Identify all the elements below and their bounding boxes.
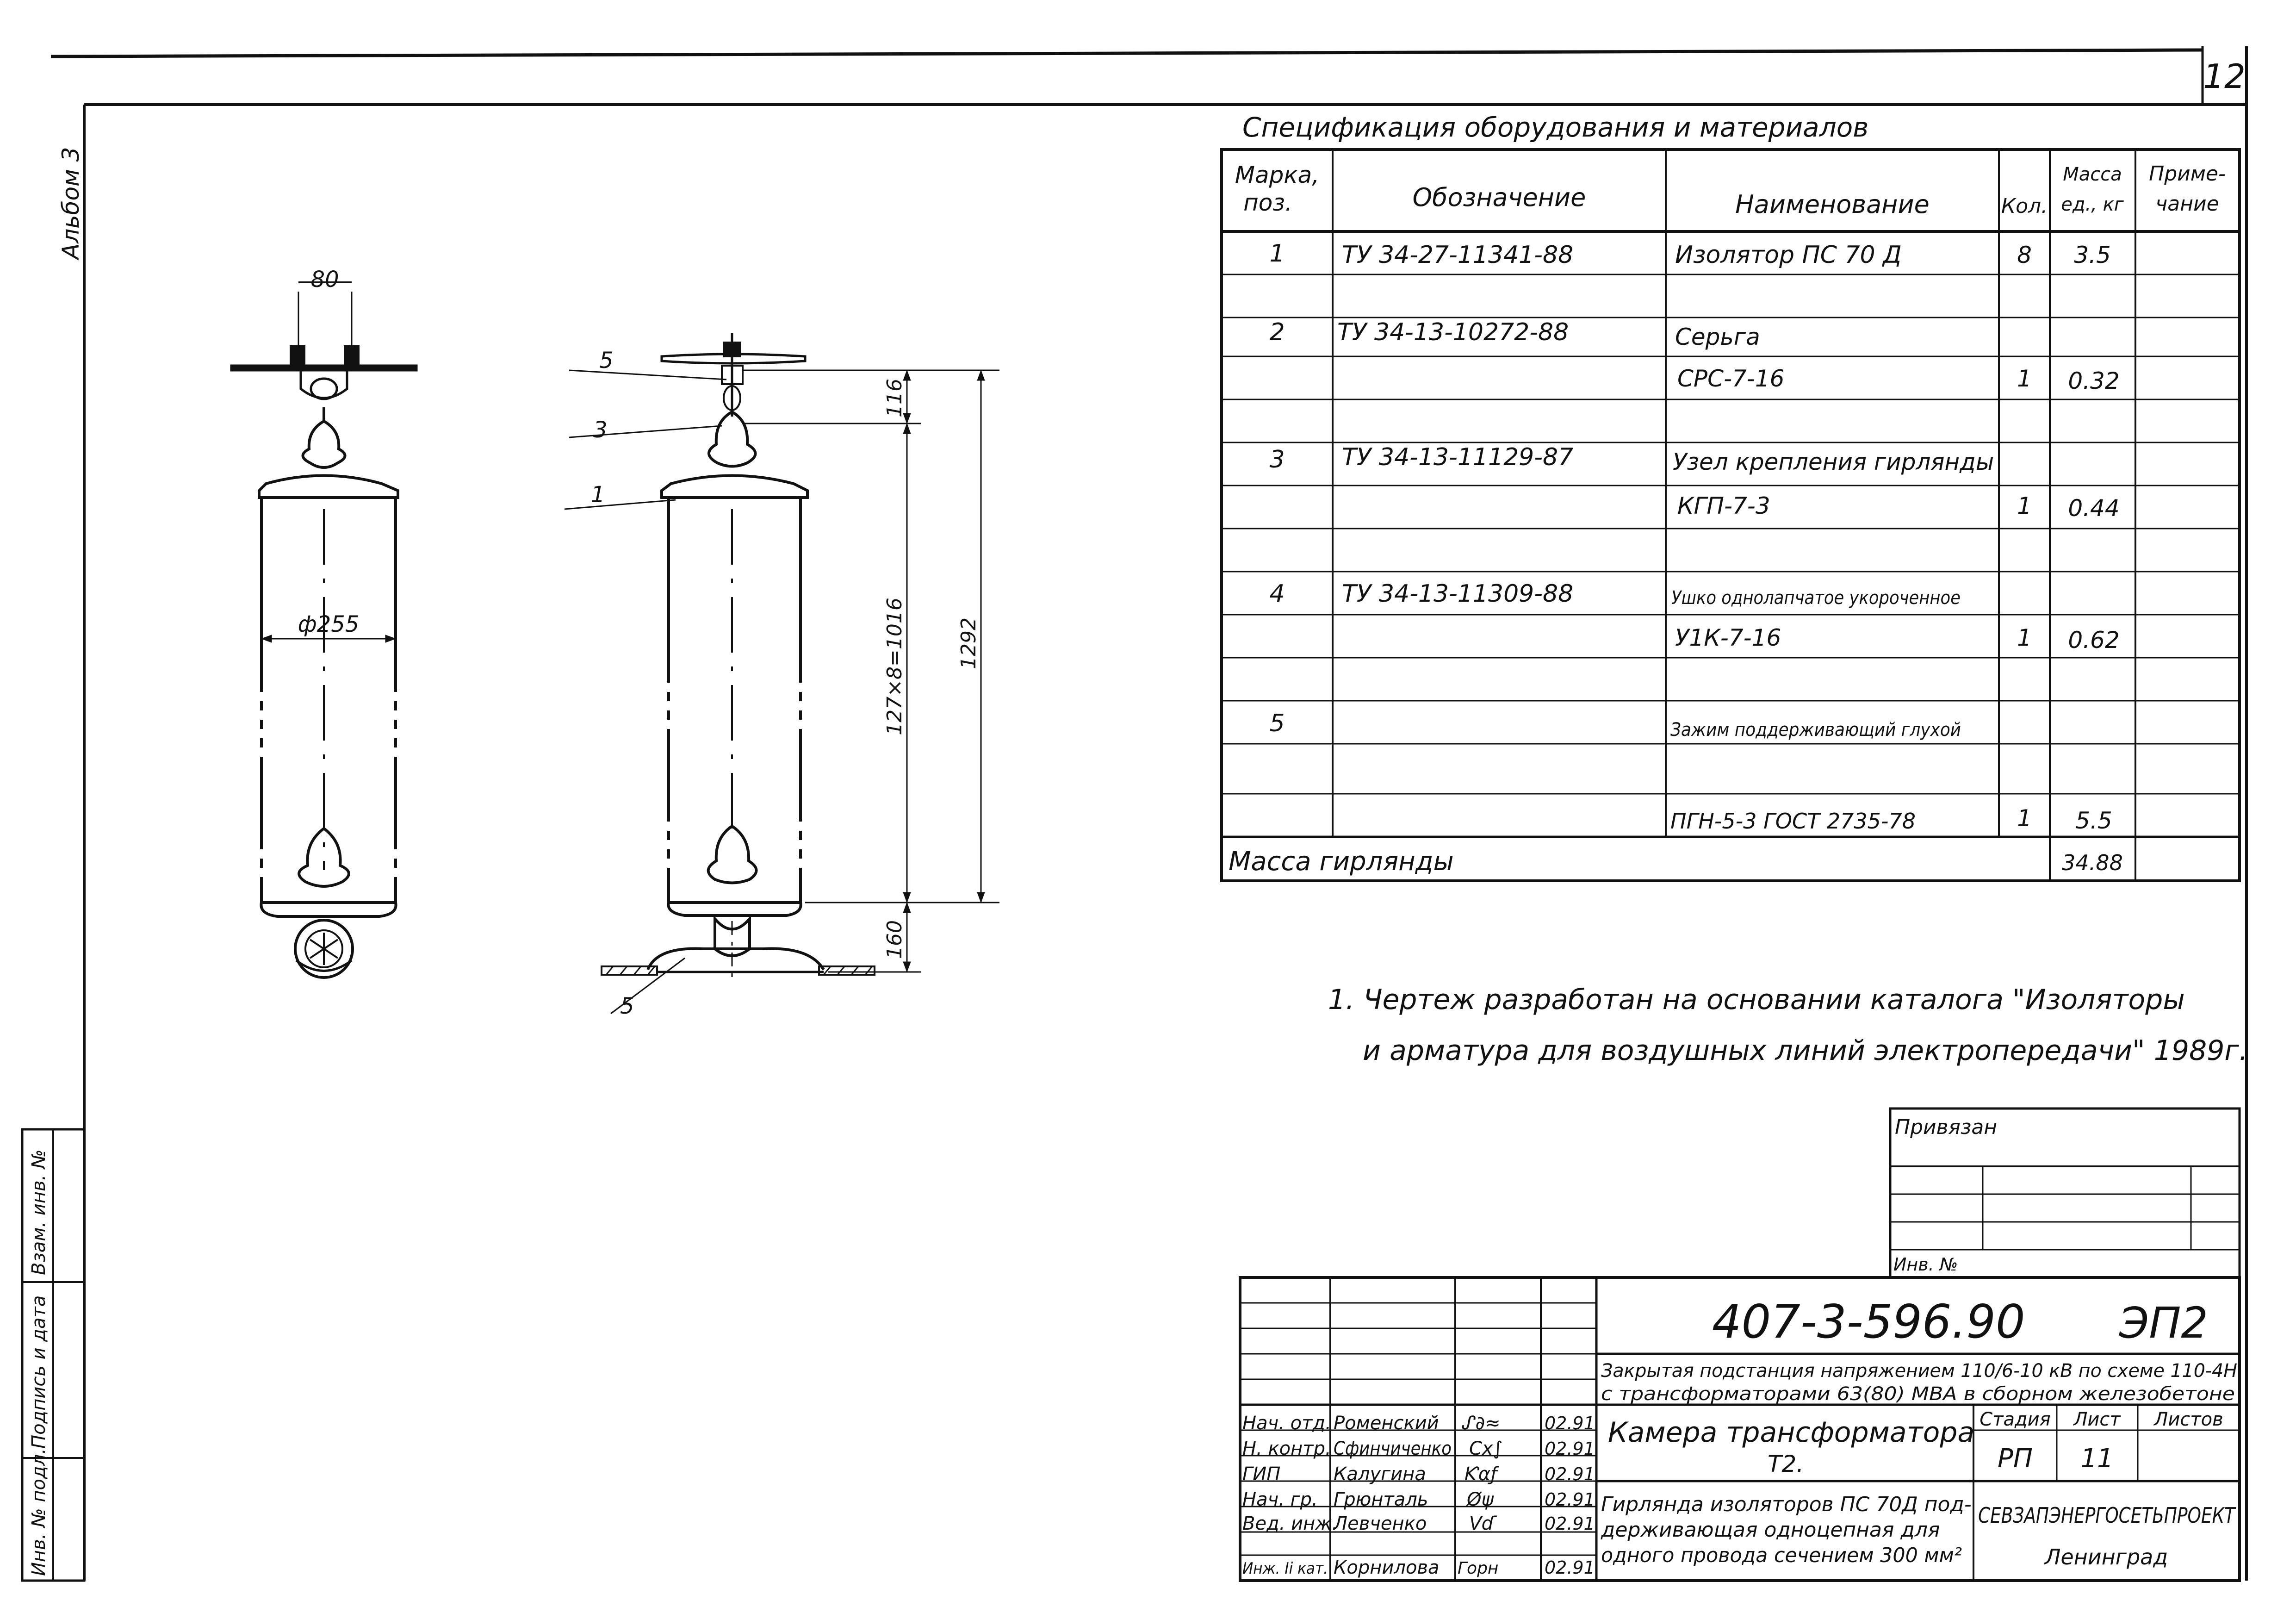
- callout-1: 1: [591, 482, 605, 508]
- staff-date: 02.91: [1545, 1439, 1595, 1459]
- row-1-mass: 3.5: [2074, 242, 2111, 268]
- note-line-2: и арматура для воздушных линий электропередачи" 1989г.: [1363, 1034, 2248, 1067]
- garland-side-view: [565, 333, 999, 1014]
- hdr-mass-2: ед., кг: [2061, 194, 2124, 215]
- staff-date: 02.91: [1545, 1557, 1595, 1578]
- side-sign-date: Подпись и дата: [28, 1295, 50, 1449]
- project-line-2: с трансформаторами 63(80) МВА в сборном железобетоне: [1601, 1383, 2235, 1405]
- staff-signature: Vɗ: [1469, 1513, 1496, 1534]
- hdr-note-1: Приме-: [2149, 162, 2226, 186]
- spec-title: Спецификация оборудования и материалов: [1242, 112, 1869, 143]
- row-3b-mass: 0.44: [2068, 495, 2120, 522]
- staff-role: Нач. гр.: [1242, 1489, 1318, 1510]
- staff-role: Вед. инж.: [1242, 1513, 1338, 1534]
- staff-date: 02.91: [1545, 1464, 1595, 1484]
- row-4-mark: 4: [1269, 580, 1285, 608]
- project-line-1: Закрытая подстанция напряжением 110/6-10 кВ по схеме 110-4Н: [1601, 1360, 2237, 1382]
- sheet-number: 12: [2203, 57, 2246, 96]
- hdr-mass-1: Масса: [2063, 164, 2122, 185]
- row-3-designation: ТУ 34-13-11129-87: [1342, 443, 1574, 471]
- table-row: [1269, 318, 1760, 350]
- row-1-mark: 1: [1269, 240, 1285, 268]
- staff-role: Н. контр.: [1242, 1438, 1331, 1459]
- table-row: [1677, 365, 2120, 394]
- staff-signature: Ƙαƒ: [1464, 1464, 1497, 1485]
- callout-3: 5: [599, 348, 614, 374]
- hdr-note-2: чание: [2155, 192, 2219, 216]
- hdr-mark-2: поз.: [1243, 189, 1292, 216]
- drawing-line-1: Гирлянда изоляторов ПС 70Д под-: [1601, 1493, 1972, 1516]
- side-inv-swap: Взам. инв. №: [28, 1149, 50, 1275]
- hdr-mark-1: Марка,: [1235, 162, 1320, 188]
- section-line-1: Камера трансформатора: [1608, 1416, 1975, 1449]
- staff-role: Нач. отд.: [1242, 1413, 1331, 1434]
- org-name: СЕВЗАПЭНЕРГОСЕТЬПРОЕКТ: [1978, 1503, 2237, 1528]
- table-row: [1269, 710, 1961, 741]
- dim-total: 1292: [957, 617, 980, 669]
- staff-date: 02.91: [1545, 1413, 1595, 1433]
- row-3b-qty: 1: [2017, 492, 2032, 519]
- row-3-name: Узел крепления гирлянды: [1673, 448, 1994, 475]
- dim-top-width: 80: [310, 267, 339, 293]
- row-5b-name: ПГН-5-3 ГОСТ 2735-78: [1670, 809, 1916, 834]
- side-stamp: [22, 147, 84, 1581]
- table-row: [1269, 580, 1961, 609]
- row-4b-mass: 0.62: [2068, 627, 2120, 654]
- staff-row: [1242, 1557, 1595, 1578]
- dim-diameter: ф255: [298, 611, 360, 637]
- dim-stack: 127×8=1016: [883, 598, 906, 735]
- org-city: Ленинград: [2044, 1544, 2168, 1569]
- sheet-code: ЭП2: [2119, 1298, 2208, 1348]
- total-value: 34.88: [2062, 850, 2123, 875]
- row-4b-qty: 1: [2017, 624, 2032, 651]
- table-row: [1677, 492, 2120, 522]
- row-5b-mass: 5.5: [2075, 807, 2112, 834]
- hdr-qty: Кол.: [2001, 194, 2048, 218]
- staff-signature: Сх∫: [1469, 1438, 1503, 1459]
- sheet-label: Лист: [2073, 1409, 2121, 1430]
- staff-date: 02.91: [1545, 1489, 1595, 1510]
- row-2b-qty: 1: [2017, 365, 2032, 392]
- staff-name: Корнилова: [1334, 1557, 1440, 1578]
- row-2-name: Серьга: [1675, 324, 1760, 350]
- row-2b-mass: 0.32: [2068, 367, 2120, 394]
- row-2b-name: СРС-7-16: [1677, 365, 1785, 392]
- staff-signature: Горн: [1458, 1559, 1499, 1578]
- callout-5: 5: [620, 993, 634, 1019]
- staff-name: Грюнталь: [1334, 1489, 1428, 1510]
- sheets-label: Листов: [2154, 1409, 2223, 1430]
- hdr-name: Наименование: [1735, 190, 1930, 219]
- note-line-1: 1. Чертеж разработан на основании каталога "Изоляторы: [1328, 984, 2185, 1016]
- row-2-mark: 2: [1269, 318, 1285, 346]
- drawing-line-2: держивающая одноцепная для: [1601, 1518, 1940, 1542]
- row-5-mark: 5: [1269, 710, 1285, 737]
- staff-signature: ᔑ∂≈: [1462, 1413, 1501, 1434]
- side-inv-orig: Инв. № подл.: [28, 1448, 50, 1576]
- drawing-line-3: одного провода сечением 300 мм²: [1601, 1544, 1962, 1567]
- row-5b-qty: 1: [2017, 805, 2032, 832]
- dim-160: 160: [883, 920, 906, 959]
- hdr-designation: Обозначение: [1412, 183, 1586, 212]
- staff-signature: Øψ: [1467, 1489, 1494, 1510]
- staff-date: 02.91: [1545, 1513, 1595, 1534]
- section-line-2: Т2.: [1768, 1451, 1804, 1477]
- row-4b-name: У1К-7-16: [1675, 624, 1781, 651]
- callout-2: 3: [593, 417, 608, 443]
- row-1-name: Изолятор ПС 70 Д: [1675, 241, 1902, 269]
- table-row: [1269, 443, 1994, 475]
- staff-role: Инж. Ii кат.: [1242, 1559, 1328, 1578]
- staff-name: Калугина: [1334, 1464, 1426, 1485]
- tied-inv: Инв. №: [1893, 1254, 1958, 1275]
- tied-label: Привязан: [1895, 1115, 1998, 1139]
- staff-name: Роменский: [1334, 1413, 1439, 1434]
- row-5-name: Зажим поддерживающий глухой: [1670, 719, 1961, 741]
- stage-label: Стадия: [1980, 1409, 2051, 1430]
- row-2-designation: ТУ 34-13-10272-88: [1337, 318, 1569, 346]
- dim-116: 116: [883, 379, 906, 417]
- stage-value: РП: [1998, 1444, 2033, 1474]
- sheet-frame: [51, 46, 2246, 1581]
- row-3b-name: КГП-7-3: [1677, 492, 1770, 519]
- row-3-mark: 3: [1269, 446, 1285, 473]
- doc-number: 407-3-596.90: [1712, 1295, 2025, 1349]
- staff-role: ГИП: [1242, 1464, 1281, 1485]
- row-4-designation: ТУ 34-13-11309-88: [1342, 580, 1574, 608]
- staff-name: Левченко: [1334, 1513, 1427, 1534]
- staff-row: [1242, 1513, 1595, 1534]
- table-row: [1670, 805, 2112, 834]
- row-1-qty: 8: [2017, 242, 2032, 268]
- table-row: [1675, 624, 2120, 654]
- row-4-name: Ушко однолапчатое укороченное: [1671, 587, 1961, 609]
- album-label: Альбом 3: [57, 147, 84, 259]
- staff-name: Сфинчиченко: [1334, 1438, 1452, 1459]
- row-1-designation: ТУ 34-27-11341-88: [1342, 241, 1574, 269]
- sheet-value: 11: [2080, 1444, 2114, 1474]
- table-row: [1269, 240, 2110, 269]
- total-label: Масса гирлянды: [1229, 847, 1454, 877]
